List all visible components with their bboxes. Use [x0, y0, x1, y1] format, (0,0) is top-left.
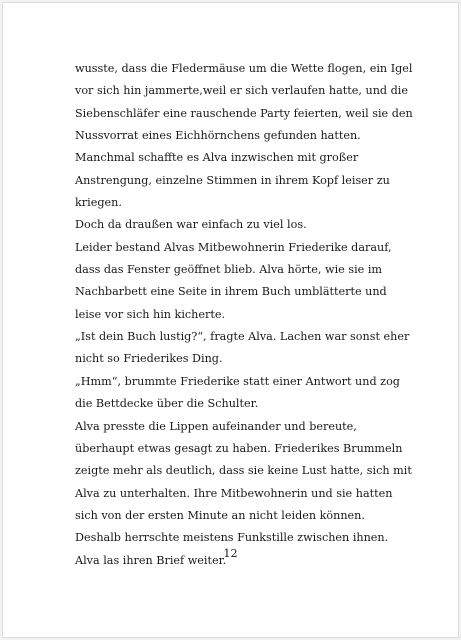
page-number: 12 — [223, 547, 238, 560]
text-line: Doch da draußen war einfach zu viel los. — [75, 218, 307, 232]
text-line: zeigte mehr als deutlich, dass sie keine Lust hatte, sich mit — [75, 464, 412, 478]
text-line: sich von der ersten Minute an nicht leiden können. — [75, 508, 365, 522]
text-line: Nussvorrat eines Eichhörnchens gefunden hatten. — [75, 129, 361, 143]
text-line: wusste, dass die Fledermäuse um die Wette flogen, ein Igel — [75, 62, 413, 75]
text-line: die Bettdecke über die Schulter. — [75, 397, 259, 411]
text-line: leise vor sich hin kicherte. — [75, 307, 226, 321]
text-line: Leider bestand Alvas Mitbewohnerin Friederike darauf, — [75, 240, 392, 254]
text-line: Nachbarbett eine Seite in ihrem Buch umblätterte und — [75, 285, 387, 299]
body-text — [75, 58, 413, 572]
text-line: Alva presste die Lippen aufeinander und bereute, — [75, 419, 357, 433]
text-line: Siebenschläfer eine rauschende Party feierten, weil sie den — [75, 106, 413, 120]
text-line: nicht so Friederikes Ding. — [75, 352, 223, 366]
text-line: vor sich hin jammerte,weil er sich verlaufen hatte, und die — [75, 84, 408, 98]
text-line: Alva zu unterhalten. Ihre Mitbewohnerin und sie hatten — [75, 486, 393, 500]
text-line: überhaupt etwas gesagt zu haben. Friederikes Brummeln — [75, 441, 403, 455]
text-line: Anstrengung, einzelne Stimmen in ihrem Kopf leiser zu — [75, 173, 390, 187]
book-page — [2, 2, 459, 638]
text-line: kriegen. — [75, 196, 122, 210]
text-line: „Ist dein Buch lustig?“, fragte Alva. Lachen war sonst eher — [75, 330, 410, 344]
text-line: Alva las ihren Brief weiter. — [75, 553, 227, 567]
text-line: Manchmal schaffte es Alva inzwischen mit großer — [75, 151, 359, 165]
text-line: „Hmm“, brummte Friederike statt einer Antwort und zog — [75, 374, 400, 388]
text-line: dass das Fenster geöffnet blieb. Alva hörte, wie sie im — [75, 263, 383, 277]
text-line: Deshalb herrschte meistens Funkstille zwischen ihnen. — [75, 531, 389, 545]
